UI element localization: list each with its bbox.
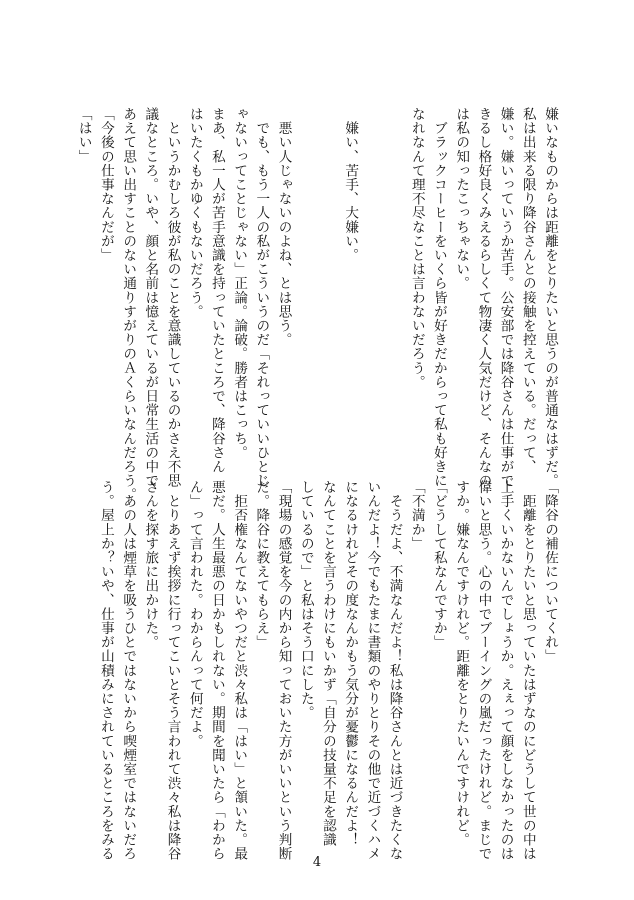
- bottom-line: とりあえず挨拶に行ってこいとそう言われて渋々私は降谷: [164, 480, 181, 861]
- bottom-line: なんてことを言うわけにもいかず「自分の技量不足を認識: [319, 480, 336, 847]
- top-line: 悪い人じゃないのよね、とは思う。: [275, 107, 292, 347]
- top-line: [295, 107, 317, 459]
- bottom-line: しているので」と私はそう口にした。: [297, 480, 314, 720]
- bottom-line: いんだよ！今でもたまに書類のやりとりその他で近づくハメ: [364, 480, 381, 861]
- top-text-block: [75, 107, 561, 502]
- top-line: 嫌いなものからは距離をとりたいと思うのが普通なはずだ。: [542, 107, 558, 488]
- bottom-line: 距離をとりたいと思っていたはずなのにどうして世の中は: [519, 480, 536, 861]
- bottom-line: 上手くいかないんでしょうか。えぇって顔をしなかったのは: [497, 480, 514, 861]
- top-line: 「はい」: [75, 107, 92, 164]
- bottom-line: あの人は煙草を吸うひとではないから喫煙室ではないだろ: [120, 480, 137, 861]
- bottom-line: だ。降谷に教えてもらえ」: [253, 480, 270, 650]
- top-line: きるし格好良くみえるらしくて物凄く人気だけど、そんなの: [475, 107, 492, 488]
- top-line: まあ、私一人が苦手意識を持っていたところで、降谷さん: [208, 107, 225, 474]
- bottom-text-block: [97, 480, 561, 861]
- top-line: [317, 107, 339, 459]
- top-line: あえて思い出すことのない通りすがりのＡくらいなんだろう。: [120, 107, 137, 502]
- top-line: ゃないってことじゃない」正論。論破。勝者はこっち。: [231, 107, 248, 460]
- bottom-line: 「どうして私なんですか」: [430, 480, 447, 650]
- top-line: [361, 107, 383, 459]
- bottom-line: 「現場の感覚を今の内から知っておいた方がいいという判断: [275, 480, 292, 861]
- bottom-line: 「不満か」: [408, 480, 425, 551]
- bottom-line: 悪だ。人生最悪の日かもしれない。期間を聞いたら「わから: [208, 480, 225, 861]
- top-line: はいたくもかゆくもないだろう。: [186, 107, 203, 319]
- top-line: なれなんて理不尽なことは言わないだろう。: [408, 107, 425, 389]
- bottom-line: すか。嫌なんですけれど。距離をとりたいんですけれど。: [453, 480, 470, 847]
- bottom-line: 偉いと思う。心の中でブーイングの嵐だったけれど。まじで: [475, 480, 492, 861]
- page-number: 4: [312, 855, 322, 870]
- bottom-line: ん」って言われた。わからんって何だよ。: [186, 480, 203, 748]
- bottom-line: 「降谷の補佐についてくれ」: [542, 480, 558, 664]
- bottom-line: う。屋上か？いや、仕事が山積みにされているところをみる: [97, 480, 114, 861]
- top-line: 嫌い。嫌いっていうか苦手。公安部では降谷さんは仕事がで: [497, 107, 514, 488]
- bottom-line: になるけれどその度なんかもう気分が憂鬱になるんだよ！: [342, 480, 359, 847]
- bottom-line: さんを探す旅に出かけた。: [142, 480, 159, 650]
- bottom-line: そうだよ、不満なんだよ！私は降谷さんとは近づきたくな: [386, 480, 403, 861]
- top-line: 議なところ。いや、顔と名前は憶えているが日常生活の中で: [142, 107, 159, 488]
- top-line: [383, 107, 405, 459]
- top-line: 「今後の仕事なんだが」: [97, 107, 114, 263]
- top-line: 嫌い、苦手、大嫌い。: [342, 107, 359, 263]
- top-line: でも、もう一人の私がこういうのだ「それっていいひとじ: [253, 107, 270, 488]
- top-line: は私の知ったこっちゃない。: [453, 107, 470, 291]
- bottom-line: 拒否権なんてないやつだと渋々私は「はい」と頷いた。最: [231, 480, 248, 861]
- top-line: 私は出来る限り降谷さんとの接触を控えている。だって、: [519, 107, 536, 474]
- top-line: ブラックコーヒーをいくら皆が好きだからって私も好きに: [430, 107, 447, 488]
- top-line: というかむしろ彼が私のことを意識しているのかさえ不思: [164, 107, 181, 488]
